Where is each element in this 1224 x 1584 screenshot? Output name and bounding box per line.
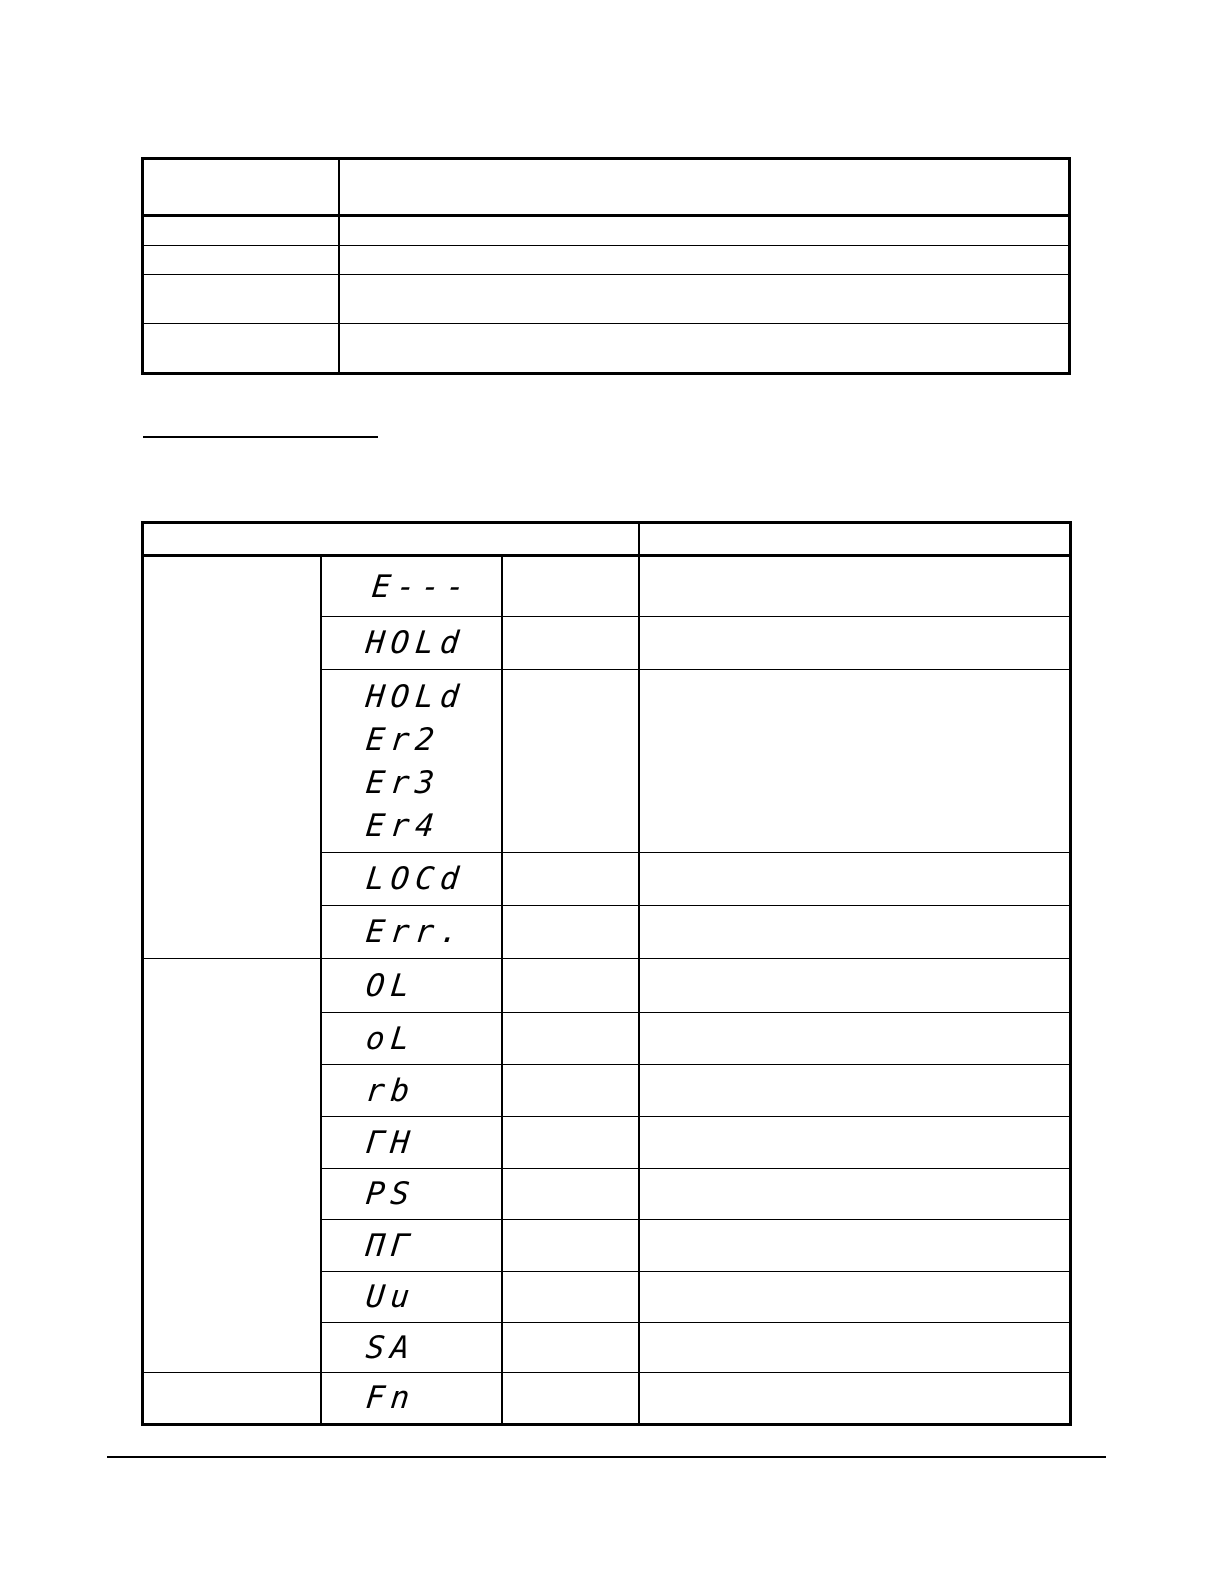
segment-code: SA (363, 1329, 417, 1366)
header-cell-right (639, 523, 1071, 556)
display-cell (321, 556, 502, 617)
meaning-cell (502, 1117, 639, 1169)
display-cell (321, 1117, 502, 1169)
segment-code: HOLd (363, 678, 467, 715)
description-cell (639, 1013, 1071, 1065)
meaning-cell (502, 1220, 639, 1272)
description-cell (639, 670, 1071, 853)
meaning-cell (502, 906, 639, 959)
segment-code: OL (363, 967, 417, 1004)
segment-code: E--- (369, 568, 473, 605)
description-cell (639, 906, 1071, 959)
segment-code: ΠΓ (363, 1227, 417, 1264)
meaning-cell (502, 1323, 639, 1373)
display-cell (321, 617, 502, 670)
display-cell (321, 1272, 502, 1323)
footer-rule (107, 1456, 1106, 1458)
segment-code: Uu (363, 1279, 417, 1315)
meaning-cell (502, 1169, 639, 1220)
group-cell-1 (143, 556, 321, 959)
header-cell-left (143, 523, 639, 556)
display-cell (321, 1013, 502, 1065)
top-cell (339, 275, 1070, 324)
display-cell (321, 670, 502, 853)
segment-code: Er4 (363, 807, 442, 844)
description-cell (639, 1220, 1071, 1272)
display-cell (321, 1169, 502, 1220)
description-cell (639, 617, 1071, 670)
top-cell (143, 216, 339, 246)
segment-code: rb (363, 1072, 417, 1109)
description-cell (639, 1169, 1071, 1220)
description-cell (639, 1323, 1071, 1373)
top-table (141, 157, 1071, 375)
segment-code: LOCd (363, 861, 467, 897)
meaning-cell (502, 556, 639, 617)
display-code-table (141, 521, 1072, 1426)
description-cell (639, 959, 1071, 1013)
segment-code: HOLd (363, 625, 467, 661)
segment-code: Err. (363, 914, 467, 950)
section-heading-underline (143, 436, 378, 438)
meaning-cell (502, 1065, 639, 1117)
segment-code: Er3 (363, 764, 442, 801)
top-cell (143, 324, 339, 374)
description-cell (639, 1373, 1071, 1425)
top-cell (143, 275, 339, 324)
top-cell (339, 216, 1070, 246)
meaning-cell (502, 959, 639, 1013)
meaning-cell (502, 1373, 639, 1425)
meaning-cell (502, 670, 639, 853)
top-cell (339, 324, 1070, 374)
top-cell (339, 246, 1070, 275)
segment-code: PS (363, 1176, 417, 1212)
display-cell (321, 1220, 502, 1272)
meaning-cell (502, 1272, 639, 1323)
group-cell-3 (143, 1373, 321, 1425)
description-cell (639, 1272, 1071, 1323)
display-cell (321, 853, 502, 906)
segment-code: ΓH (363, 1124, 417, 1161)
display-cell (321, 1065, 502, 1117)
meaning-cell (502, 853, 639, 906)
segment-code: Fn (363, 1380, 417, 1416)
description-cell (639, 556, 1071, 617)
segment-code: oL (363, 1020, 417, 1057)
display-cell (321, 906, 502, 959)
description-cell (639, 853, 1071, 906)
meaning-cell (502, 617, 639, 670)
group-cell-2 (143, 959, 321, 1373)
top-cell (143, 246, 339, 275)
meaning-cell (502, 1013, 639, 1065)
top-header-cell-1 (143, 159, 339, 216)
display-cell (321, 1373, 502, 1425)
description-cell (639, 1065, 1071, 1117)
segment-code: Er2 (363, 721, 442, 758)
top-header-cell-2 (339, 159, 1070, 216)
description-cell (639, 1117, 1071, 1169)
display-cell (321, 1323, 502, 1373)
display-cell (321, 959, 502, 1013)
